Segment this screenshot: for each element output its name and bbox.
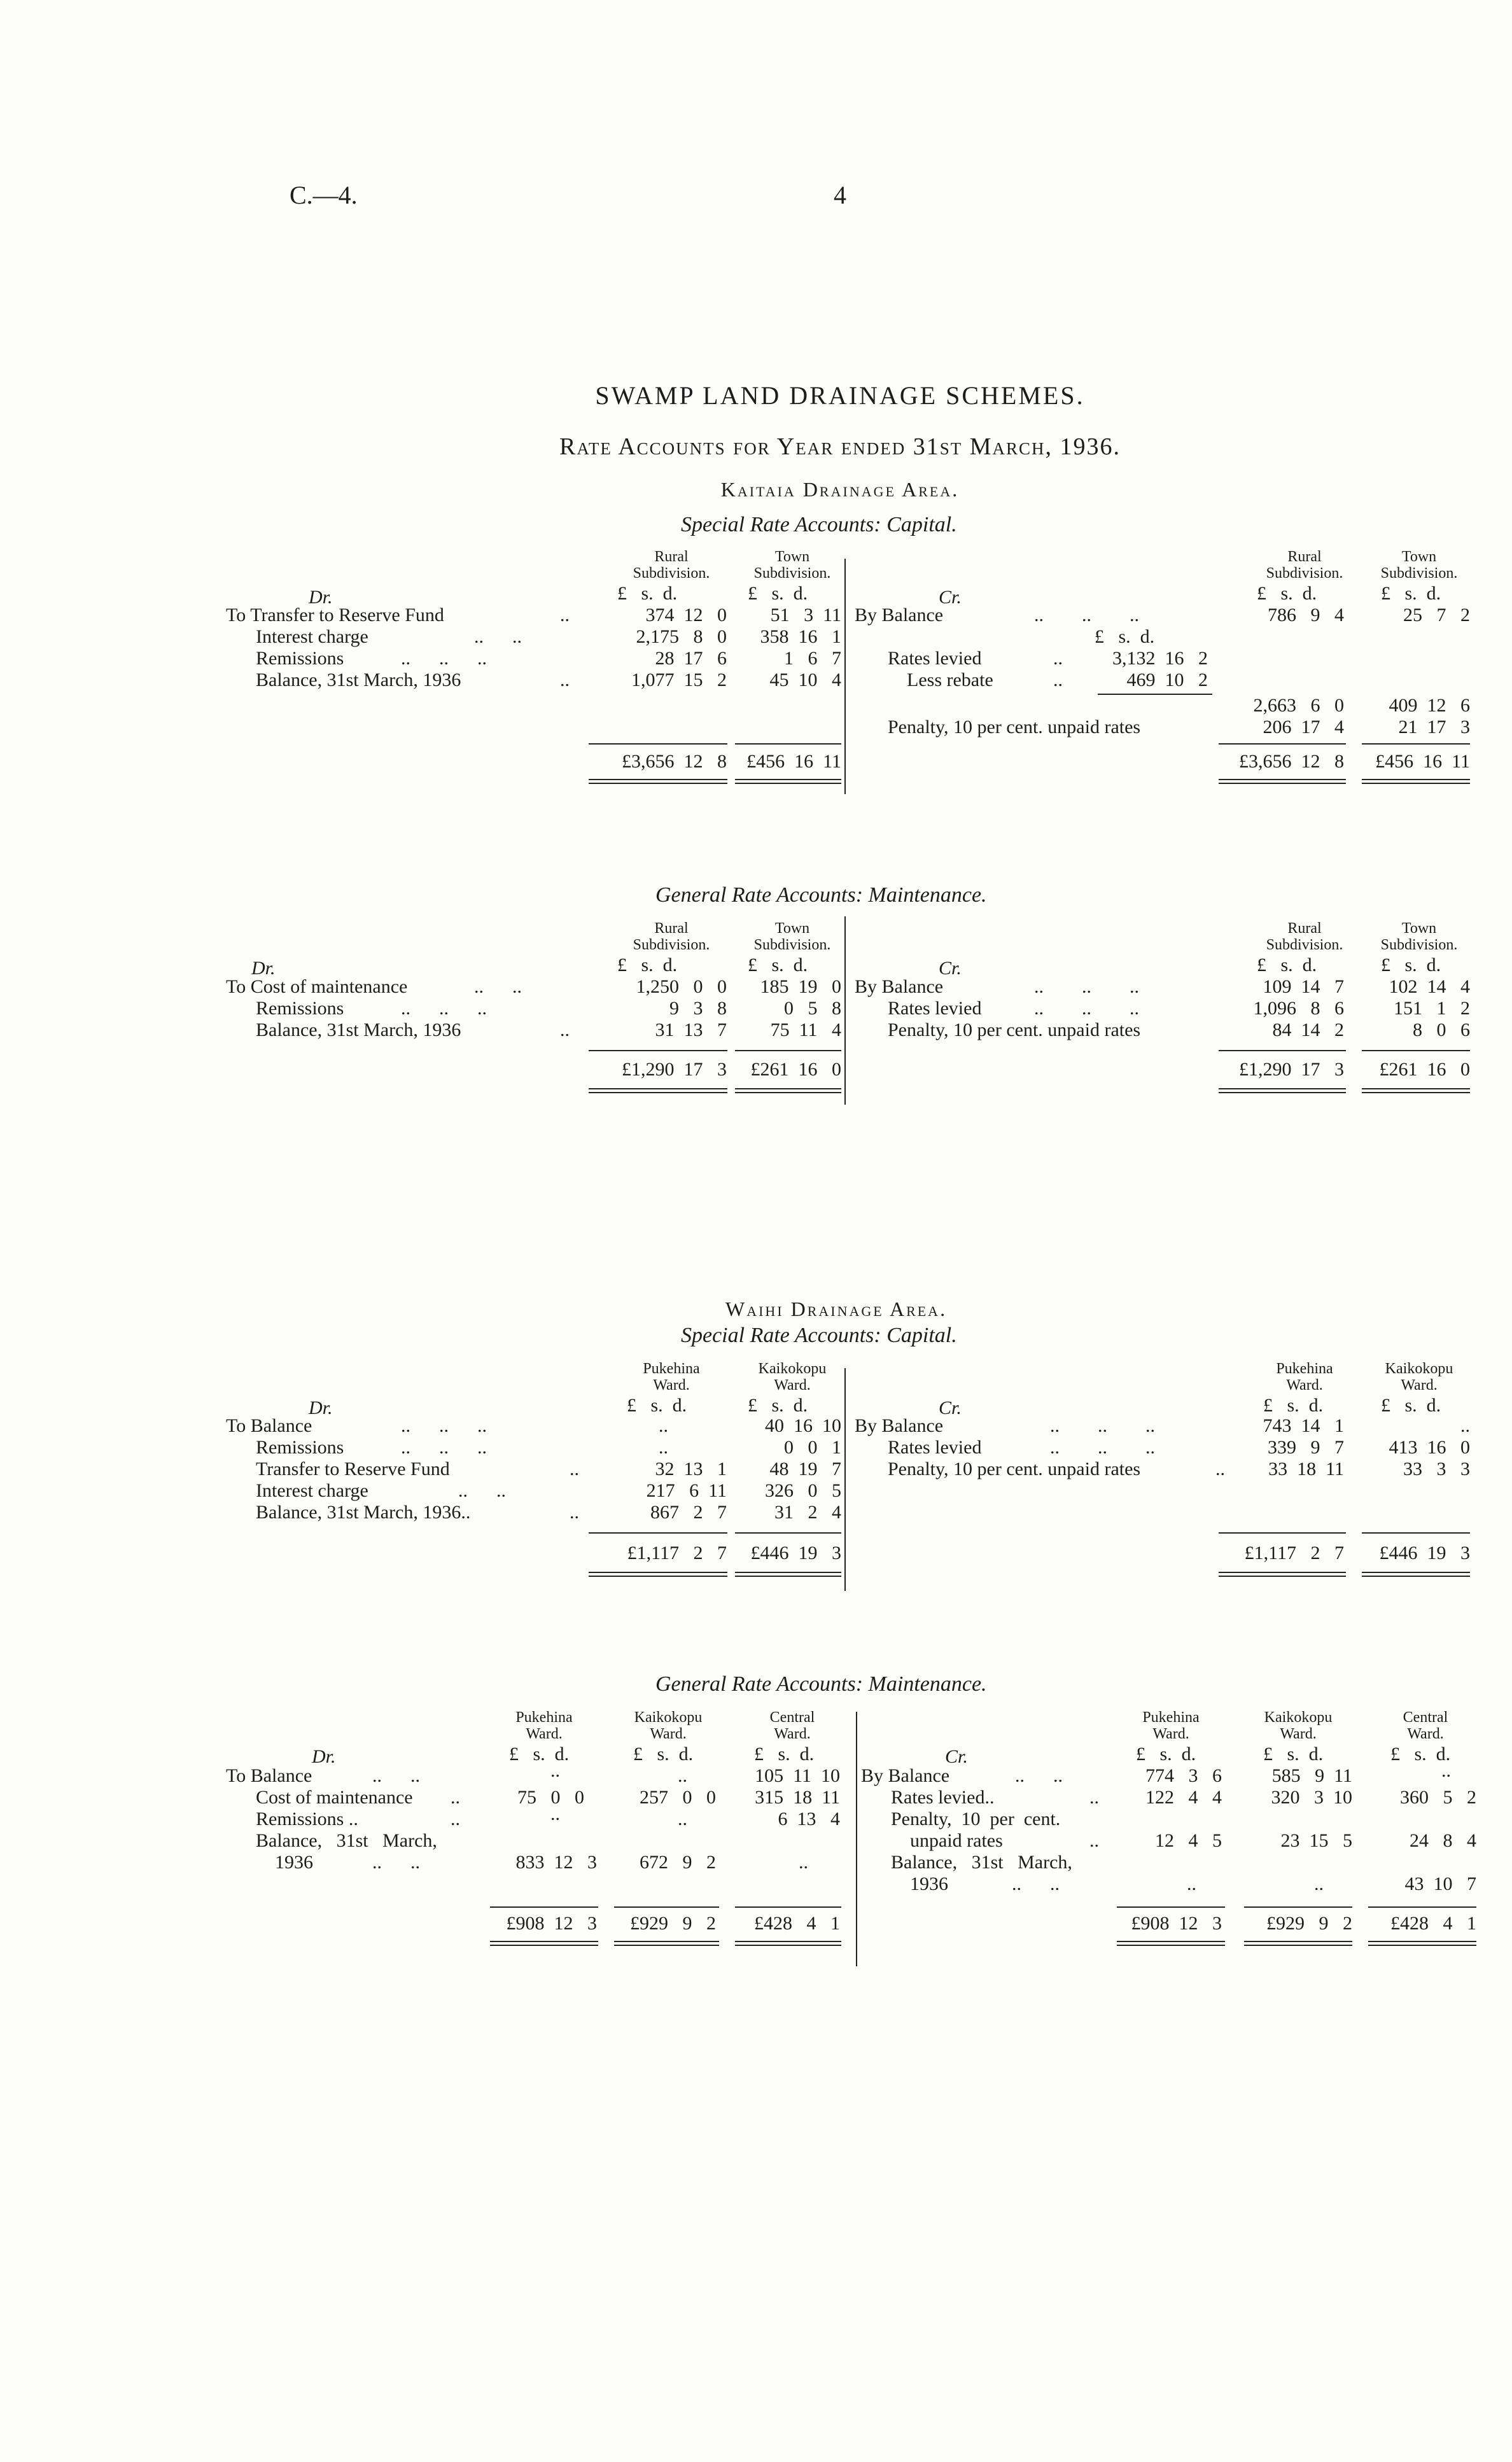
leader-dots: .. — [1089, 1830, 1099, 1851]
debit-label: Balance, 31st March, — [256, 1830, 437, 1851]
lsd-header: £ s. d. — [633, 1744, 694, 1765]
town-amount: 0 5 8 — [784, 998, 841, 1019]
subtotal-rule — [589, 1532, 727, 1534]
column-header: Kaikokopu Ward. — [634, 1709, 703, 1742]
pukehina-total: £1,117 2 7 — [1244, 1542, 1344, 1563]
pukehina-amount: .. — [550, 1803, 560, 1824]
credit-label: Penalty, 10 per cent. unpaid rates — [888, 717, 1141, 738]
lsd-header: £ s. d. — [1381, 583, 1441, 604]
rural-amount: 84 14 2 — [1272, 1019, 1344, 1040]
debit-label: Balance, 31st March, 1936 — [256, 669, 461, 690]
leader-dots: .. .. .. — [401, 1437, 487, 1458]
section-caption: General Rate Accounts: Maintenance. — [655, 1672, 987, 1696]
pukehina-amount: 75 0 0 — [517, 1787, 584, 1808]
leader-dots: .. .. .. — [1034, 605, 1139, 626]
debit-label: To Cost of maintenance — [226, 976, 408, 997]
pukehina-amount: 33 18 11 — [1268, 1458, 1344, 1479]
column-header: Rural Subdivision. — [1266, 920, 1343, 953]
column-header: Town Subdivision. — [1380, 549, 1458, 582]
kaikokopu-amount: 33 3 3 — [1403, 1458, 1470, 1479]
pukehina-amount: .. — [1187, 1873, 1196, 1894]
column-header: Pukehina Ward. — [1142, 1709, 1200, 1742]
town-amount: 75 11 4 — [770, 1019, 841, 1040]
cr-label: Cr. — [939, 1397, 962, 1418]
ledger-divider — [844, 916, 846, 1105]
kaikokopu-total: £929 9 2 — [630, 1913, 716, 1934]
cr-label: Cr. — [945, 1746, 968, 1767]
kaikokopu-total: £446 19 3 — [1379, 1542, 1470, 1563]
debit-label: Remissions — [256, 998, 344, 1019]
subtotal-rule — [1368, 1906, 1476, 1908]
column-header: Pukehina Ward. — [515, 1709, 573, 1742]
rural-amount: 2,663 6 0 — [1253, 695, 1344, 716]
leader-dots: .. .. — [1015, 1765, 1063, 1786]
leader-dots: .. .. — [372, 1852, 420, 1873]
credit-label: Penalty, 10 per cent. unpaid rates — [888, 1019, 1141, 1040]
credit-label: By Balance — [861, 1765, 950, 1786]
town-amount: 45 10 4 — [769, 669, 841, 690]
pukehina-amount: 743 14 1 — [1263, 1415, 1344, 1436]
subtotal-rule — [589, 1050, 727, 1051]
pukehina-amount: 217 6 11 — [646, 1480, 727, 1501]
town-total: £456 16 11 — [746, 751, 841, 772]
total-double-rule — [1244, 1941, 1352, 1946]
credit-label: Rates levied — [888, 998, 982, 1019]
credit-label: Penalty, 10 per cent. — [891, 1808, 1061, 1829]
pukehina-total: £908 12 3 — [506, 1913, 597, 1934]
subtotal-rule — [614, 1906, 719, 1908]
leader-dots: .. — [570, 1502, 579, 1523]
leader-dots: .. .. .. — [1050, 1415, 1155, 1436]
lsd-header: £ s. d. — [617, 583, 678, 604]
lsd-header: £ s. d. — [1381, 1395, 1441, 1416]
debit-label: To Balance — [226, 1765, 312, 1786]
column-header: Kaikokopu Ward. — [1264, 1709, 1333, 1742]
leader-dots: .. .. .. — [401, 998, 487, 1019]
credit-label: Rates levied.. — [891, 1787, 995, 1808]
kaikokopu-amount: .. — [1460, 1415, 1470, 1436]
central-amount: 43 10 7 — [1404, 1873, 1476, 1894]
lsd-header: £ s. d. — [748, 1395, 808, 1416]
rural-total: £1,290 17 3 — [622, 1059, 727, 1080]
subtotal-rule — [1117, 1906, 1225, 1908]
kaikokopu-amount: 585 9 11 — [1271, 1765, 1352, 1786]
column-header: Pukehina Ward. — [1276, 1360, 1333, 1394]
credit-label: Balance, 31st March, — [891, 1852, 1072, 1873]
subtotal-rule — [1362, 743, 1470, 745]
central-amount: .. — [799, 1852, 808, 1873]
leader-dots: .. .. .. — [1050, 1437, 1155, 1458]
sub-amount: 3,132 16 2 — [1112, 648, 1208, 669]
town-amount: 21 17 3 — [1398, 717, 1470, 738]
debit-label: To Balance — [226, 1415, 312, 1436]
leader-dots: .. .. — [474, 976, 522, 997]
kaikokopu-amount: 326 0 5 — [765, 1480, 841, 1501]
central-amount: 105 11 10 — [755, 1765, 840, 1786]
total-double-rule — [735, 779, 841, 784]
rural-amount: 109 14 7 — [1263, 976, 1344, 997]
debit-label: Interest charge — [256, 1480, 368, 1501]
rural-total: £3,656 12 8 — [622, 751, 727, 772]
page-title: SWAMP LAND DRAINAGE SCHEMES. — [595, 381, 1085, 410]
document-code: C.—4. — [290, 181, 358, 209]
total-double-rule — [735, 1941, 841, 1946]
total-double-rule — [1219, 1088, 1346, 1093]
kaitaia-area-heading: Kaitaia Drainage Area. — [720, 478, 960, 501]
total-double-rule — [1362, 1572, 1470, 1577]
debit-label: Cost of maintenance — [256, 1787, 413, 1808]
credit-label: By Balance — [855, 1415, 944, 1436]
rural-amount: 28 17 6 — [655, 648, 727, 669]
town-amount: 102 14 4 — [1389, 976, 1470, 997]
leader-dots: .. — [1215, 1458, 1225, 1479]
lsd-header: £ s. d. — [1257, 583, 1317, 604]
credit-label: Rates levied — [888, 648, 982, 669]
subtotal-rule — [735, 1050, 841, 1051]
pukehina-amount: 774 3 6 — [1145, 1765, 1222, 1786]
lsd-header: £ s. d. — [1095, 626, 1155, 647]
section-caption: Special Rate Accounts: Capital. — [681, 513, 957, 536]
rural-amount: 206 17 4 — [1263, 717, 1344, 738]
page-number: 4 — [834, 181, 846, 209]
column-header: Pukehina Ward. — [643, 1360, 700, 1394]
dr-label: Dr. — [251, 958, 276, 979]
central-amount: .. — [1441, 1760, 1451, 1781]
credit-label: By Balance — [855, 976, 944, 997]
leader-dots: .. — [1053, 669, 1063, 690]
kaikokopu-amount: 257 0 0 — [640, 1787, 716, 1808]
total-double-rule — [735, 1088, 841, 1093]
town-total: £261 16 0 — [750, 1059, 841, 1080]
lsd-header: £ s. d. — [1257, 955, 1317, 976]
town-amount: 25 7 2 — [1403, 605, 1470, 626]
pukehina-amount: 339 9 7 — [1268, 1437, 1344, 1458]
subtotal-rule — [1219, 743, 1346, 745]
subtotal-rule — [1219, 1532, 1346, 1534]
kaikokopu-amount: 40 16 10 — [765, 1415, 841, 1436]
central-total: £428 4 1 — [1390, 1913, 1476, 1934]
town-amount: 8 0 6 — [1413, 1019, 1470, 1040]
cr-label: Cr. — [939, 958, 962, 979]
leader-dots: .. .. — [474, 626, 522, 647]
rural-amount: 786 9 4 — [1268, 605, 1344, 626]
column-header: Kaikokopu Ward. — [1385, 1360, 1453, 1394]
column-header: Kaikokopu Ward. — [758, 1360, 827, 1394]
pukehina-amount: 32 13 1 — [655, 1458, 727, 1479]
lsd-header: £ s. d. — [1390, 1744, 1451, 1765]
debit-label: Transfer to Reserve Fund — [256, 1458, 450, 1479]
town-amount: 51 3 11 — [770, 605, 841, 626]
credit-label: unpaid rates — [910, 1830, 1003, 1851]
credit-label: By Balance — [855, 605, 944, 626]
leader-dots: .. — [451, 1787, 460, 1808]
rural-amount: 31 13 7 — [655, 1019, 727, 1040]
lsd-header: £ s. d. — [617, 955, 678, 976]
total-double-rule — [1117, 1941, 1225, 1946]
kaikokopu-amount: .. — [678, 1765, 687, 1786]
subtotal-rule — [1362, 1050, 1470, 1051]
town-amount: 358 16 1 — [760, 626, 841, 647]
cr-label: Cr. — [939, 587, 962, 608]
subtotal-rule — [735, 1532, 841, 1534]
waihi-area-heading: Waihi Drainage Area. — [725, 1297, 948, 1320]
kaikokopu-total: £446 19 3 — [750, 1542, 841, 1563]
debit-label: Remissions — [256, 648, 344, 669]
leader-dots: .. .. — [372, 1765, 420, 1786]
pukehina-amount: 867 2 7 — [650, 1502, 727, 1523]
total-double-rule — [490, 1941, 598, 1946]
leader-dots: .. .. .. — [401, 1415, 487, 1436]
central-amount: 360 5 2 — [1400, 1787, 1476, 1808]
total-double-rule — [735, 1572, 841, 1577]
ledger-divider — [844, 559, 846, 794]
subtotal-rule — [1219, 1050, 1346, 1051]
pukehina-amount: .. — [659, 1437, 668, 1458]
page-subtitle: Rate Accounts for Year ended 31st March, 1936. — [559, 433, 1121, 460]
subtotal-rule — [1362, 1532, 1470, 1534]
kaikokopu-amount: 23 15 5 — [1280, 1830, 1352, 1851]
subtotal-rule — [589, 743, 727, 745]
pukehina-amount: .. — [659, 1415, 668, 1436]
debit-label: Balance, 31st March, 1936.. — [256, 1502, 471, 1523]
leader-dots: .. — [1089, 1787, 1099, 1808]
rural-amount: 1,096 8 6 — [1253, 998, 1344, 1019]
lsd-header: £ s. d. — [748, 583, 808, 604]
leader-dots: .. — [560, 1019, 570, 1040]
lsd-header: £ s. d. — [1263, 1395, 1324, 1416]
leader-dots: .. .. .. — [1034, 976, 1139, 997]
total-double-rule — [1219, 779, 1346, 784]
dr-label: Dr. — [312, 1746, 336, 1767]
column-header: Town Subdivision. — [753, 920, 831, 953]
leader-dots: .. — [570, 1458, 579, 1479]
leader-dots: .. .. — [458, 1480, 506, 1501]
credit-label: Penalty, 10 per cent. unpaid rates — [888, 1458, 1141, 1479]
town-total: £456 16 11 — [1375, 751, 1470, 772]
total-double-rule — [589, 1572, 727, 1577]
total-double-rule — [589, 779, 727, 784]
central-amount: 315 18 11 — [755, 1787, 840, 1808]
dr-label: Dr. — [309, 587, 333, 608]
column-header: Central Ward. — [769, 1709, 815, 1742]
lsd-header: £ s. d. — [1381, 955, 1441, 976]
pukehina-total: £908 12 3 — [1131, 1913, 1222, 1934]
subtotal-rule — [1244, 1906, 1352, 1908]
credit-label: Less rebate — [907, 669, 993, 690]
kaikokopu-amount: 48 19 7 — [769, 1458, 841, 1479]
ledger-divider — [844, 1368, 846, 1591]
kaikokopu-total: £929 9 2 — [1266, 1913, 1352, 1934]
rural-amount: 1,077 15 2 — [631, 669, 727, 690]
column-header: Rural Subdivision. — [1266, 549, 1343, 582]
town-amount: 409 12 6 — [1389, 695, 1470, 716]
town-amount: 151 1 2 — [1394, 998, 1470, 1019]
total-double-rule — [589, 1088, 727, 1093]
pukehina-amount: 833 12 3 — [515, 1852, 597, 1873]
kaikokopu-amount: 413 16 0 — [1389, 1437, 1470, 1458]
leader-dots: .. — [560, 605, 570, 626]
rural-amount: 9 3 8 — [669, 998, 727, 1019]
lsd-header: £ s. d. — [754, 1744, 815, 1765]
rural-amount: 374 12 0 — [645, 605, 727, 626]
lsd-header: £ s. d. — [1263, 1744, 1324, 1765]
town-amount: 1 6 7 — [784, 648, 841, 669]
pukehina-amount: 12 4 5 — [1155, 1830, 1222, 1851]
debit-label: To Transfer to Reserve Fund — [226, 605, 444, 626]
dr-label: Dr. — [309, 1397, 333, 1418]
subtotal-rule — [735, 1906, 841, 1908]
kaikokopu-amount: 31 2 4 — [774, 1502, 841, 1523]
section-caption: Special Rate Accounts: Capital. — [681, 1324, 957, 1347]
lsd-header: £ s. d. — [509, 1744, 570, 1765]
credit-label: Rates levied — [888, 1437, 982, 1458]
subtotal-rule — [735, 743, 841, 745]
debit-label: Remissions — [256, 1437, 344, 1458]
pukehina-amount: .. — [550, 1760, 560, 1781]
total-double-rule — [1219, 1572, 1346, 1577]
kaikokopu-amount: 320 3 10 — [1271, 1787, 1352, 1808]
total-double-rule — [1368, 1941, 1476, 1946]
rural-amount: 1,250 0 0 — [636, 976, 727, 997]
section-caption: General Rate Accounts: Maintenance. — [655, 883, 987, 907]
column-header: Central Ward. — [1403, 1709, 1448, 1742]
lsd-header: £ s. d. — [1136, 1744, 1196, 1765]
rural-total: £3,656 12 8 — [1239, 751, 1344, 772]
leader-dots: .. — [1053, 648, 1063, 669]
kaikokopu-amount: .. — [1314, 1873, 1324, 1894]
town-amount: 185 19 0 — [760, 976, 841, 997]
leader-dots: .. .. .. — [401, 648, 487, 669]
leader-dots: .. — [451, 1808, 460, 1829]
leader-dots: .. .. .. — [1034, 998, 1139, 1019]
debit-label: Balance, 31st March, 1936 — [256, 1019, 461, 1040]
rural-total: £1,290 17 3 — [1239, 1059, 1344, 1080]
leader-dots: .. — [560, 669, 570, 690]
kaikokopu-amount: 0 0 1 — [784, 1437, 841, 1458]
credit-label: 1936 — [910, 1873, 948, 1894]
central-amount: 6 13 4 — [778, 1808, 840, 1829]
debit-label: Interest charge — [256, 626, 368, 647]
total-double-rule — [1362, 779, 1470, 784]
debit-label: Remissions .. — [256, 1808, 358, 1829]
lsd-header: £ s. d. — [627, 1395, 687, 1416]
ledger-divider — [856, 1712, 857, 1966]
town-total: £261 16 0 — [1379, 1059, 1470, 1080]
debit-label: 1936 — [275, 1852, 313, 1873]
central-total: £428 4 1 — [754, 1913, 840, 1934]
sub-amount: 469 10 2 — [1126, 669, 1208, 690]
pukehina-amount: 122 4 4 — [1145, 1787, 1222, 1808]
column-header: Rural Subdivision. — [633, 920, 710, 953]
total-double-rule — [1362, 1088, 1470, 1093]
column-header: Rural Subdivision. — [633, 549, 710, 582]
column-header: Town Subdivision. — [1380, 920, 1458, 953]
subtotal-rule — [1098, 694, 1212, 695]
column-header: Town Subdivision. — [753, 549, 831, 582]
lsd-header: £ s. d. — [748, 955, 808, 976]
leader-dots: .. .. — [1012, 1873, 1060, 1894]
rural-amount: 2,175 8 0 — [636, 626, 727, 647]
total-double-rule — [614, 1941, 719, 1946]
pukehina-total: £1,117 2 7 — [627, 1542, 727, 1563]
kaikokopu-amount: 672 9 2 — [640, 1852, 716, 1873]
subtotal-rule — [490, 1906, 598, 1908]
central-amount: 24 8 4 — [1410, 1830, 1476, 1851]
kaikokopu-amount: .. — [678, 1808, 687, 1829]
